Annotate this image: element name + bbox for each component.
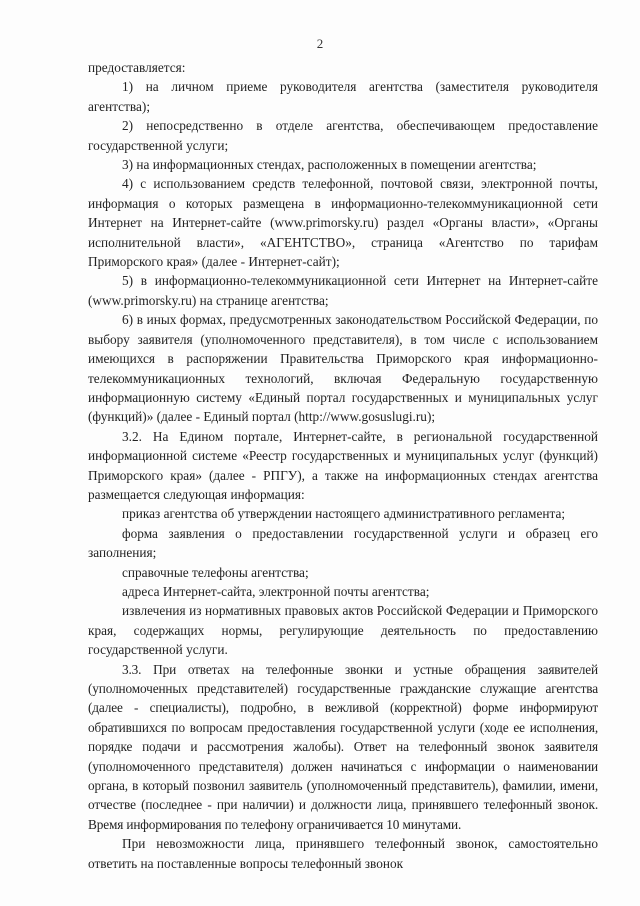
info-item-order: приказ агентства об утверждении настоящего административного регламента; (122, 506, 566, 522)
list-item-5: 5) в информационно-телекоммуникационной сети Интернет на Интернет-сайте (www.primorsky.ru) на странице агентства; (88, 273, 598, 308)
info-item-extracts: извлечения из нормативных правовых актов Российской Федерации и Приморского края, содержащих нормы, регулирующие деятельность по предоставлению государственной услуги. (88, 603, 598, 658)
info-item-form: форма заявления о предоставлении государственной услуги и образец его заполнения; (88, 525, 598, 561)
list-item-6: 6) в иных формах, предусмотренных законодательством Российской Федерации, по выбору заявителя (уполномоченного представителя), в том числе с использованием имеющихся в распоряжении Правительства Приморского края информационно-телекоммуникационных технологий, включая Федеральную государственную информационную систему «Единый портал государственных и муниципальных услуг (функций)» (далее - Единый портал (http://www.gosuslugi.ru); (88, 312, 598, 425)
info-item-phones: справочные телефоны агентства; (122, 564, 309, 580)
paragraph-intro: предоставляется: (88, 60, 186, 75)
page-number: 2 (316, 36, 324, 51)
document-body (88, 58, 598, 873)
list-item-1: 1) на личном приеме руководителя агентства (заместителя руководителя агентства); (88, 79, 598, 114)
info-item-addresses: адреса Интернет-сайта, электронной почты агентства; (122, 583, 430, 599)
paragraph-phone-redirect: При невозможности лица, принявшего телефонный звонок, самостоятельно ответить на поставленные вопросы телефонный звонок (88, 836, 598, 871)
section-3-2: 3.2. На Едином портале, Интернет-сайте, в региональной государственной информационной системе «Реестр государственных и муниципальных услуг (функций) Приморского края» (далее - РПГУ), а также на информационных стендах агентства размещается следующая информация: (88, 428, 598, 502)
section-3-3: 3.3. При ответах на телефонные звонки и устные обращения заявителей (уполномоченных представителей) государственные гражданские служащие агентства (далее - специалисты), подробно, в вежливой (корректной) форме информируют обратившихся по вопросам предоставления государственной услуги (ходе ее исполнения, порядке подачи и рассмотрения жалобы). Ответ на телефонный звонок заявителя (уполномоченного представителя) должен начинаться с информации о наименовании органа, в который позвонил заявитель (уполномоченный представитель), фамилии, имени, отчестве (последнее - при наличии) и должности лица, принявшего телефонный звонок. Время информирования по телефону ограничивается 10 минутами. (88, 661, 598, 832)
list-item-4: 4) с использованием средств телефонной, почтовой связи, электронной почты, информация о которых размещена в информационно-телекоммуникационной сети Интернет на Интернет-сайте (www.primorsky.ru) раздел «Органы власти», «Органы исполнительной власти», «АГЕНТСТВО», страница «Агентство по тарифам Приморского края» (далее - Интернет-сайт); (88, 176, 598, 270)
list-item-2: 2) непосредственно в отделе агентства, обеспечивающем предоставление государственной услуги; (88, 118, 598, 153)
list-item-3: 3) на информационных стендах, расположенных в помещении агентства; (122, 157, 537, 173)
